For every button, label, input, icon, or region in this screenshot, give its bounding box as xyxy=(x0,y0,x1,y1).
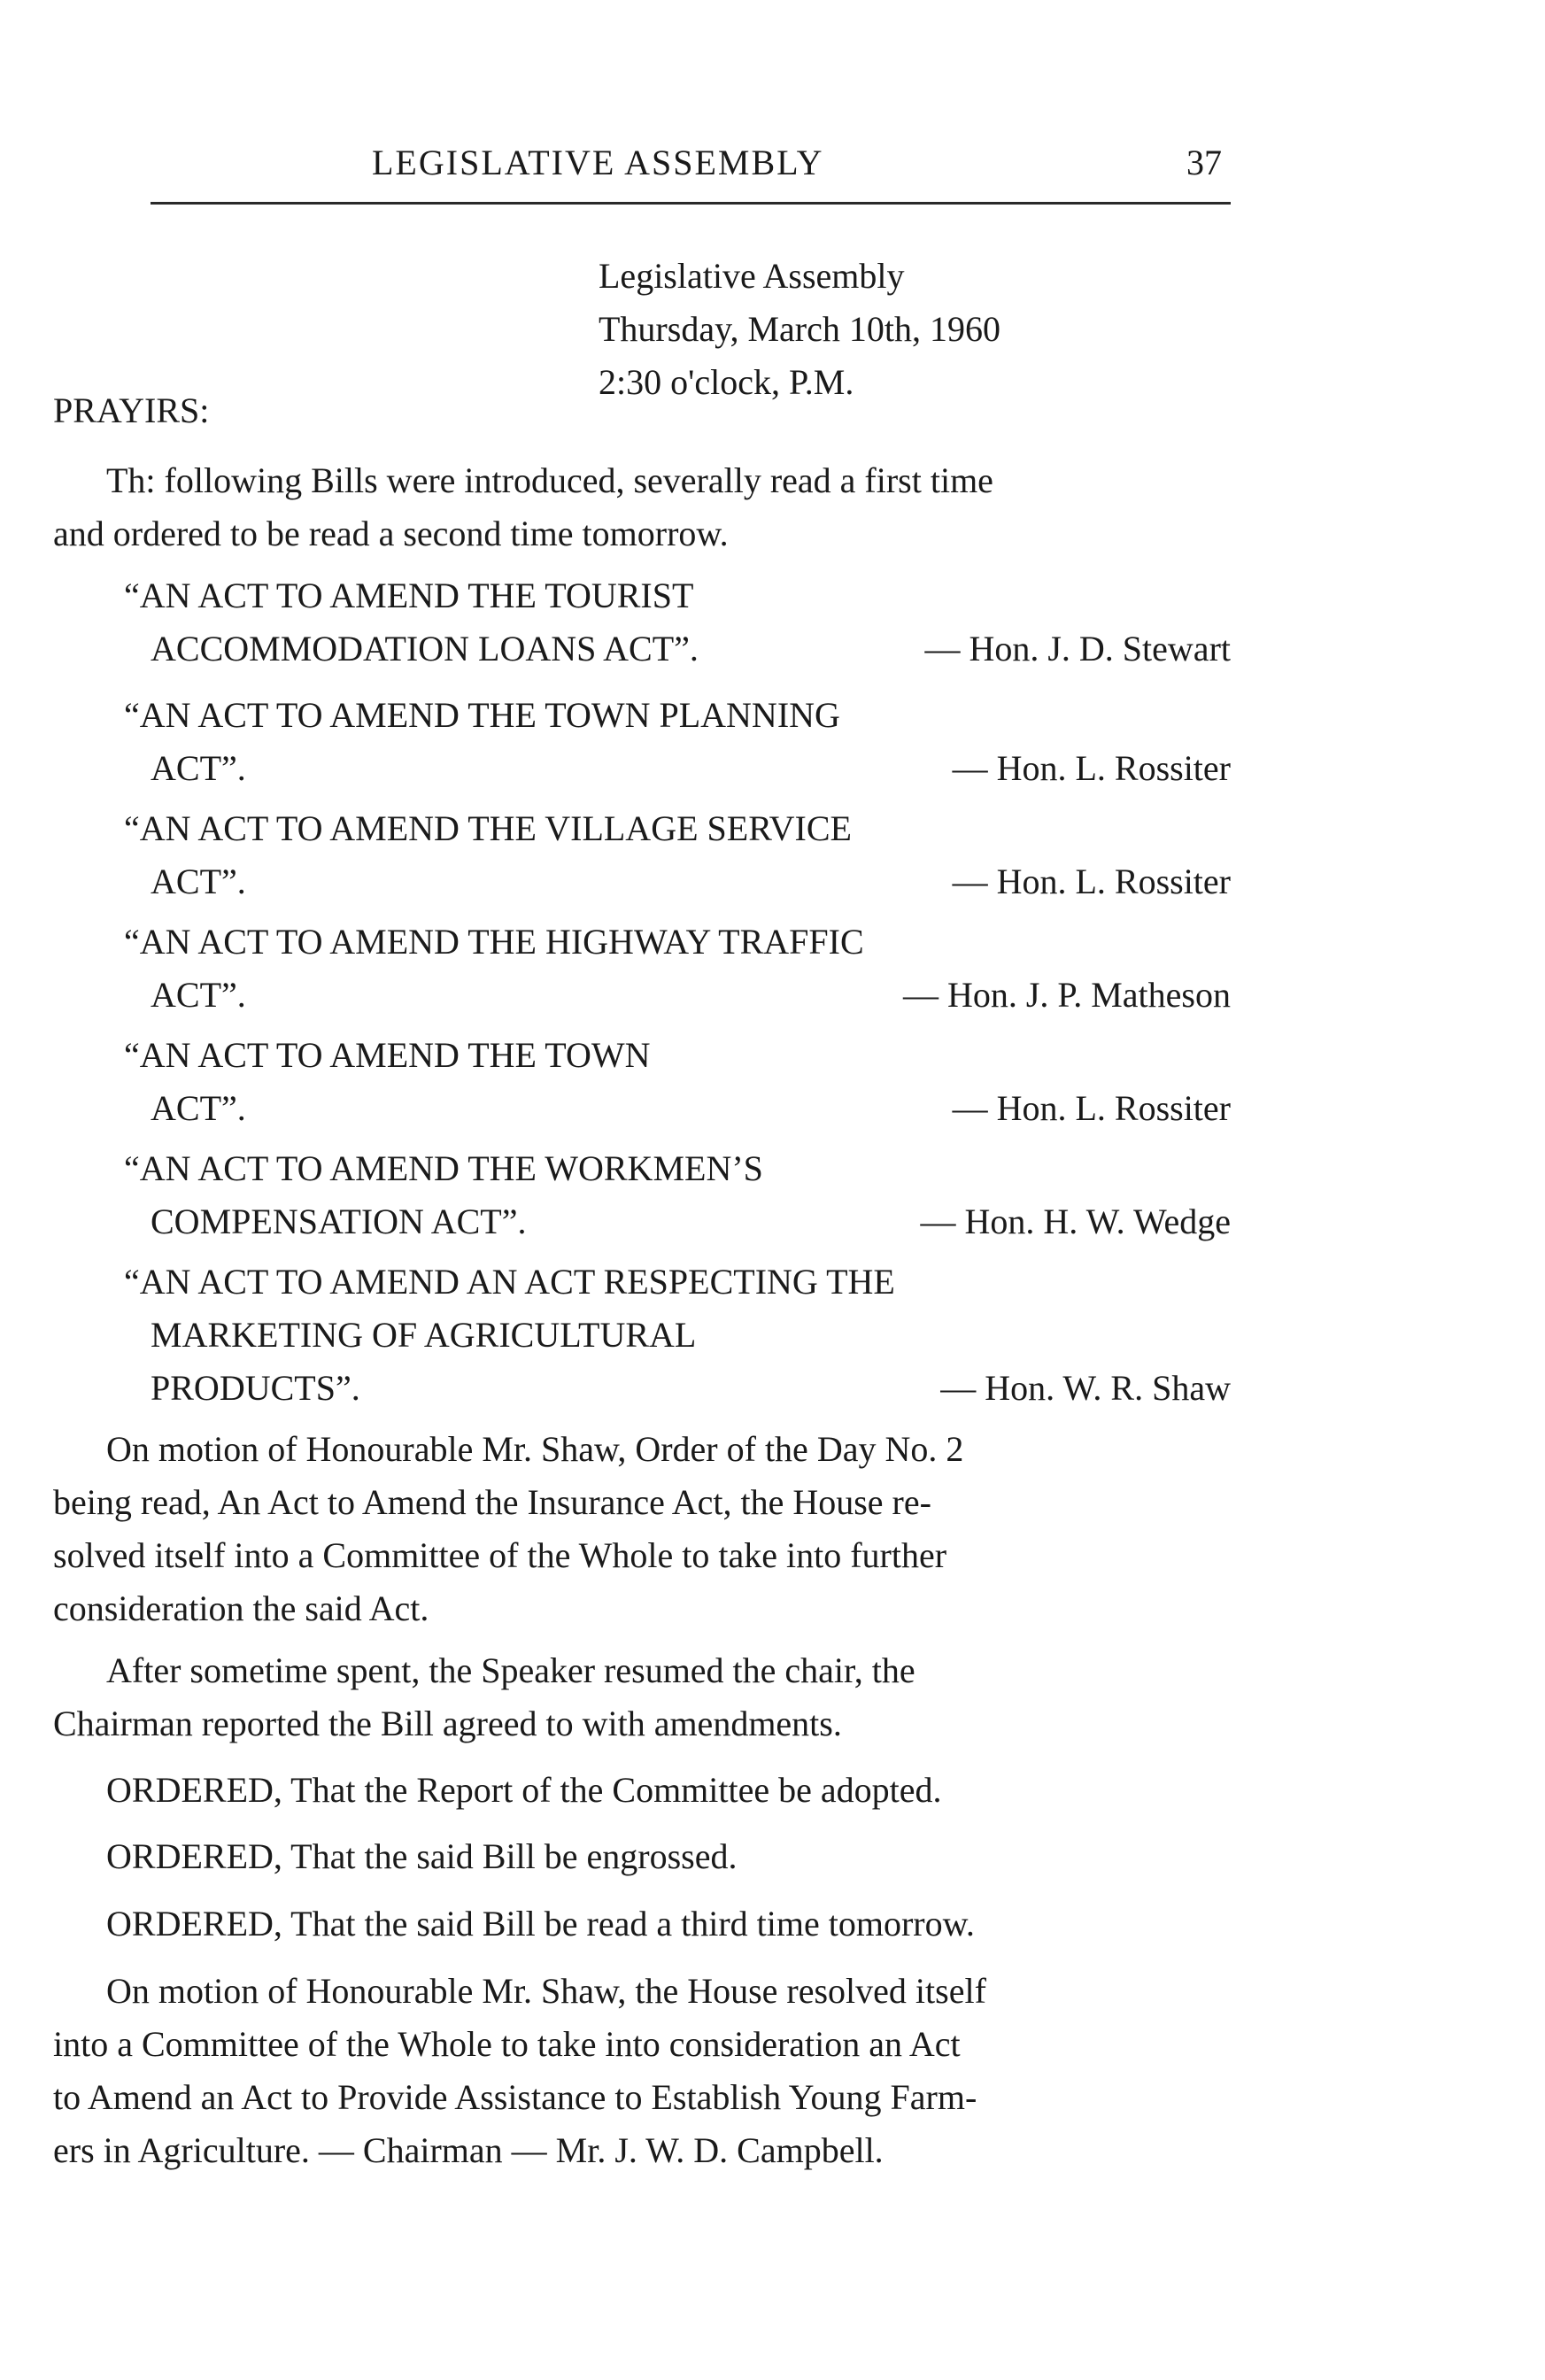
ordered-third-reading: ORDERED, That the said Bill be read a third time tomorrow. xyxy=(106,1904,975,1943)
sitting-body: Legislative Assembly xyxy=(599,256,905,296)
motion-young-farmers-paragraph xyxy=(53,1965,1231,2177)
bill-7-line-2: MARKETING OF AGRICULTURAL xyxy=(151,1315,697,1355)
bill-5-line-2: ACT”. xyxy=(151,1088,246,1128)
bill-1-line-2: ACCOMMODATION LOANS ACT”. xyxy=(151,629,699,668)
sitting-block xyxy=(599,250,1000,409)
sitting-time: 2:30 o'clock, P.M. xyxy=(599,362,854,402)
page-number: 37 xyxy=(1186,143,1222,182)
bill-3-sponsor: — Hon. L. Rossiter xyxy=(952,862,1231,901)
prayers-heading: PRAYIRS: xyxy=(53,390,210,430)
intro-line-1: Th: following Bills were introduced, severally read a first time xyxy=(106,460,993,500)
bill-3-title xyxy=(124,802,852,908)
motion-1-line-3: solved itself into a Committee of the Whole to take into further xyxy=(53,1535,947,1575)
bill-2-sponsor: — Hon. L. Rossiter xyxy=(952,748,1231,788)
motion-1-line-2: being read, An Act to Amend the Insurance Act, the House re- xyxy=(53,1482,931,1522)
header-rule xyxy=(151,202,1231,205)
intro-paragraph xyxy=(53,454,1231,560)
bill-4-sponsor: — Hon. J. P. Matheson xyxy=(902,975,1231,1015)
ordered-bill-engrossed: ORDERED, That the said Bill be engrossed. xyxy=(106,1836,738,1876)
motion-2-line-3: to Amend an Act to Provide Assistance to Establish Young Farm- xyxy=(53,2077,977,2117)
bill-2-line-1: “AN ACT TO AMEND THE TOWN PLANNING xyxy=(124,695,840,735)
bill-3-line-2: ACT”. xyxy=(151,862,246,901)
bill-5-title xyxy=(124,1029,650,1135)
bill-6-sponsor: — Hon. H. W. Wedge xyxy=(920,1202,1231,1241)
motion-2-line-2: into a Committee of the Whole to take into consideration an Act xyxy=(53,2024,961,2064)
bill-7-sponsor: — Hon. W. R. Shaw xyxy=(940,1368,1231,1408)
bill-6-line-2: COMPENSATION ACT”. xyxy=(151,1202,527,1241)
motion-2-line-1: On motion of Honourable Mr. Shaw, the House resolved itself xyxy=(106,1971,986,2011)
bill-1-title xyxy=(124,569,699,676)
motion-2-line-4: ers in Agriculture. — Chairman — Mr. J. W. D. Campbell. xyxy=(53,2130,884,2170)
bill-4-title xyxy=(124,916,864,1022)
bill-2-title xyxy=(124,689,840,795)
bill-7-line-3: PRODUCTS”. xyxy=(151,1368,360,1408)
bill-2-line-2: ACT”. xyxy=(151,748,246,788)
bill-1-line-1: “AN ACT TO AMEND THE TOURIST xyxy=(124,576,694,615)
after-line-2: Chairman reported the Bill agreed to with amendments. xyxy=(53,1704,842,1743)
bill-7-title xyxy=(124,1256,895,1415)
bill-6-line-1: “AN ACT TO AMEND THE WORKMEN’S xyxy=(124,1148,763,1188)
motion-1-line-1: On motion of Honourable Mr. Shaw, Order of the Day No. 2 xyxy=(106,1429,964,1469)
motion-insurance-paragraph xyxy=(53,1423,1231,1635)
bill-3-line-1: “AN ACT TO AMEND THE VILLAGE SERVICE xyxy=(124,808,852,848)
intro-line-2: and ordered to be read a second time tomorrow. xyxy=(53,514,729,553)
sitting-date: Thursday, March 10th, 1960 xyxy=(599,309,1000,349)
ordered-report-adopted: ORDERED, That the Report of the Committee be adopted. xyxy=(106,1770,942,1810)
bill-5-sponsor: — Hon. L. Rossiter xyxy=(952,1088,1231,1128)
bill-1-sponsor: — Hon. J. D. Stewart xyxy=(924,629,1231,668)
bill-7-line-1: “AN ACT TO AMEND AN ACT RESPECTING THE xyxy=(124,1262,895,1302)
after-line-1: After sometime spent, the Speaker resumed the chair, the xyxy=(106,1650,915,1690)
bill-4-line-2: ACT”. xyxy=(151,975,246,1015)
bill-6-title xyxy=(124,1142,763,1248)
motion-1-line-4: consideration the said Act. xyxy=(53,1588,429,1628)
running-header-title: LEGISLATIVE ASSEMBLY xyxy=(372,143,824,182)
bill-5-line-1: “AN ACT TO AMEND THE TOWN xyxy=(124,1035,651,1075)
committee-report-paragraph xyxy=(53,1644,1231,1750)
bill-4-line-1: “AN ACT TO AMEND THE HIGHWAY TRAFFIC xyxy=(124,922,864,962)
